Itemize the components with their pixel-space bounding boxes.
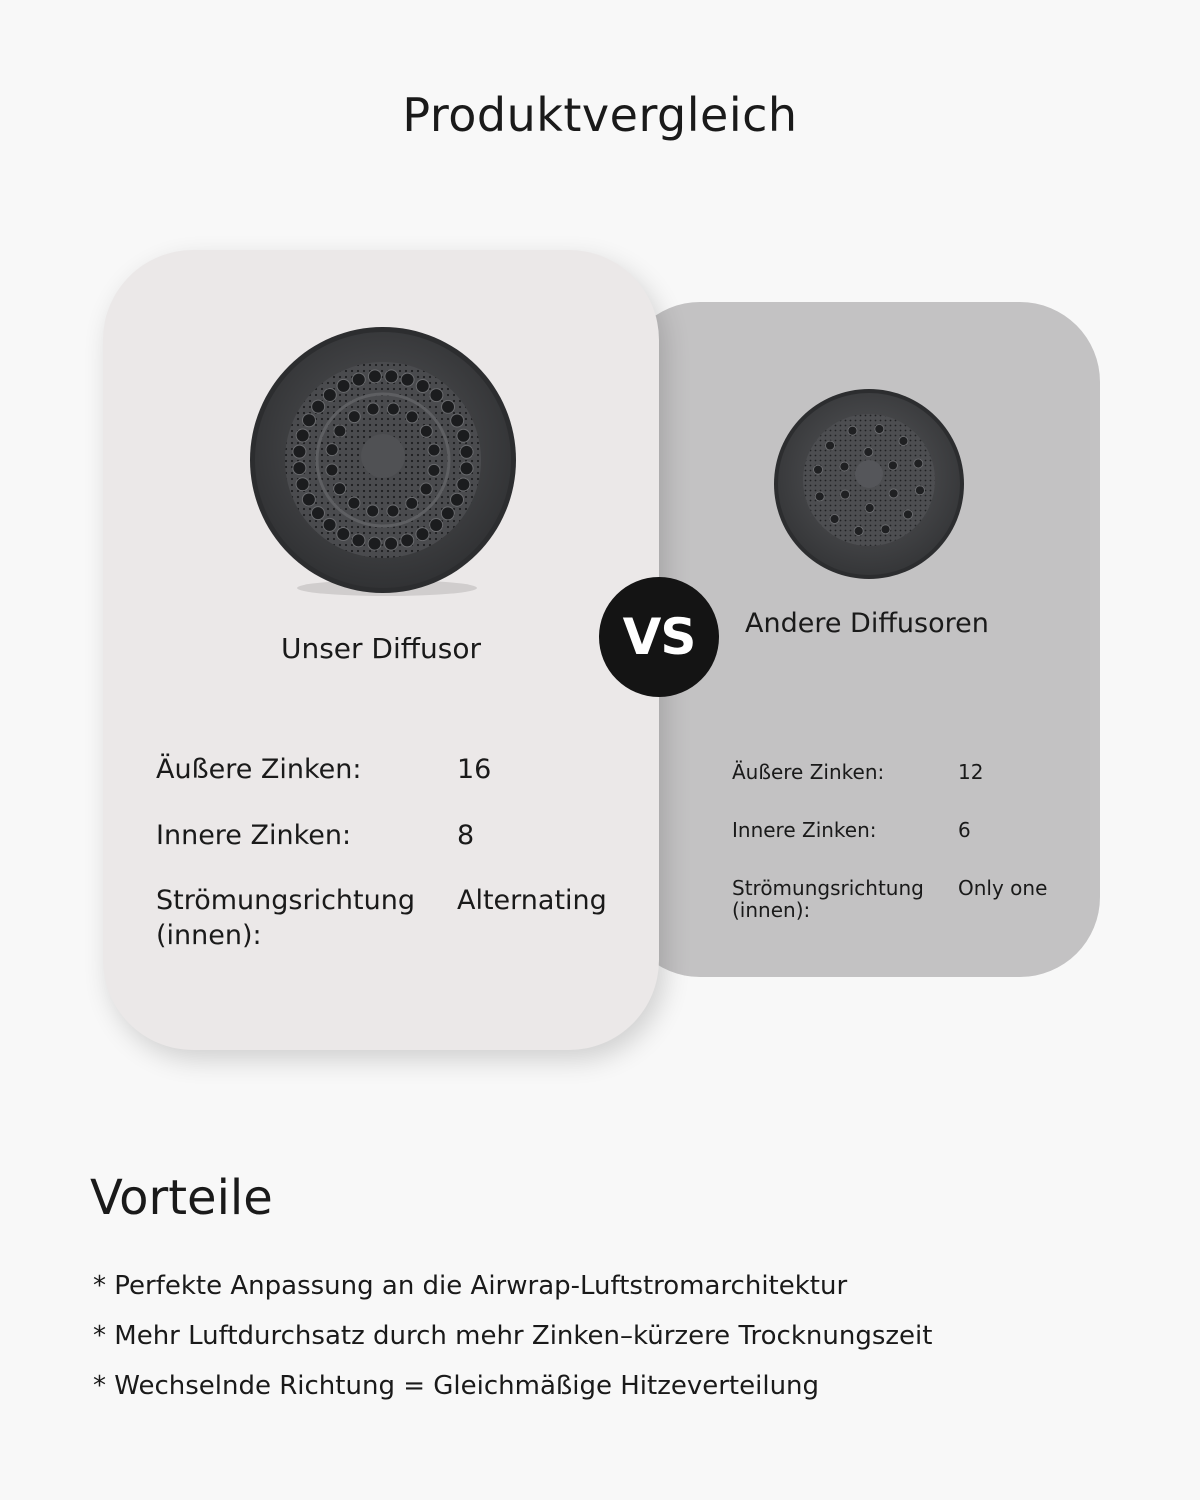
prong (460, 445, 473, 458)
prong (864, 448, 873, 457)
prong (441, 507, 454, 520)
prong (311, 507, 324, 520)
our-spec-value-flow: Alternating (457, 885, 607, 916)
prong (420, 425, 432, 437)
prong (430, 519, 443, 532)
prong (416, 528, 429, 541)
prong (293, 445, 306, 458)
prong (296, 429, 309, 442)
prong (323, 388, 336, 401)
other-spec-label-inner: Innere Zinken: (732, 818, 877, 842)
prong (854, 526, 863, 535)
benefit-item: * Wechselnde Richtung = Gleichmäßige Hitzeverteilung (93, 1371, 820, 1401)
benefit-list (93, 1268, 932, 1418)
prong (420, 483, 432, 495)
other-spec-value-inner: 6 (958, 818, 971, 842)
prong (337, 528, 350, 541)
vs-badge: VS (599, 577, 719, 697)
prong (401, 534, 414, 547)
prong (848, 426, 857, 435)
prong (312, 400, 325, 413)
our-spec-value-outer: 16 (457, 754, 492, 785)
prong (457, 429, 470, 442)
our-spec-label-inner: Innere Zinken: (156, 820, 352, 851)
prong (302, 414, 315, 427)
prong (841, 490, 850, 499)
our-spec-label-outer: Äußere Zinken: (156, 754, 362, 785)
prong (457, 478, 470, 491)
prong (352, 373, 365, 386)
prong (815, 492, 824, 501)
prong (302, 493, 315, 506)
prong (915, 486, 924, 495)
prong (352, 534, 365, 547)
prong (875, 425, 884, 434)
prong (368, 370, 381, 383)
prong (368, 537, 381, 550)
prong (387, 505, 399, 517)
prong (914, 459, 923, 468)
prong (881, 525, 890, 534)
diffuser-other-icon (773, 388, 965, 580)
prong (296, 478, 309, 491)
prong (385, 370, 398, 383)
benefits-title: Vorteile (90, 1170, 273, 1226)
page-title: Produktvergleich (402, 88, 798, 142)
prong (428, 464, 440, 476)
benefit-item: * Perfekte Anpassung an die Airwrap-Luftstromarchitektur (93, 1271, 848, 1301)
prong (323, 518, 336, 531)
prong (367, 505, 379, 517)
prong (840, 462, 849, 471)
prong (451, 493, 464, 506)
other-spec-label-flow: Strömungsrichtung (innen): (732, 876, 924, 922)
other-spec-label-outer: Äußere Zinken: (732, 760, 885, 784)
our-spec-label-flow: Strömungsrichtung (innen): (156, 885, 415, 951)
prong (428, 444, 440, 456)
prong (460, 462, 473, 475)
prong (334, 483, 346, 495)
prong (830, 514, 839, 523)
prong (430, 389, 443, 402)
prong (442, 400, 455, 413)
prong (385, 537, 398, 550)
prong (387, 403, 399, 415)
other-spec-value-outer: 12 (958, 760, 984, 784)
prong (348, 497, 360, 509)
prong (334, 425, 346, 437)
other-product-name: Andere Diffusoren (745, 608, 989, 639)
prong (337, 379, 350, 392)
diffuser-ours-icon (247, 326, 519, 598)
prong (406, 411, 418, 423)
prong (348, 411, 360, 423)
other-spec-value-flow: Only one (958, 876, 1048, 900)
prong (814, 465, 823, 474)
prong (416, 379, 429, 392)
prong (899, 437, 908, 446)
prong (888, 461, 897, 470)
prong (367, 403, 379, 415)
our-spec-value-inner: 8 (457, 820, 475, 851)
prong (293, 462, 306, 475)
benefit-item: * Mehr Luftdurchsatz durch mehr Zinken–kürzere Trocknungszeit (93, 1321, 933, 1351)
prong (889, 489, 898, 498)
prong (326, 444, 338, 456)
our-product-name: Unser Diffusor (280, 632, 482, 665)
prong (865, 503, 874, 512)
prong (326, 464, 338, 476)
prong (451, 414, 464, 427)
prong (826, 441, 835, 450)
prong (903, 510, 912, 519)
prong (406, 497, 418, 509)
prong (401, 373, 414, 386)
